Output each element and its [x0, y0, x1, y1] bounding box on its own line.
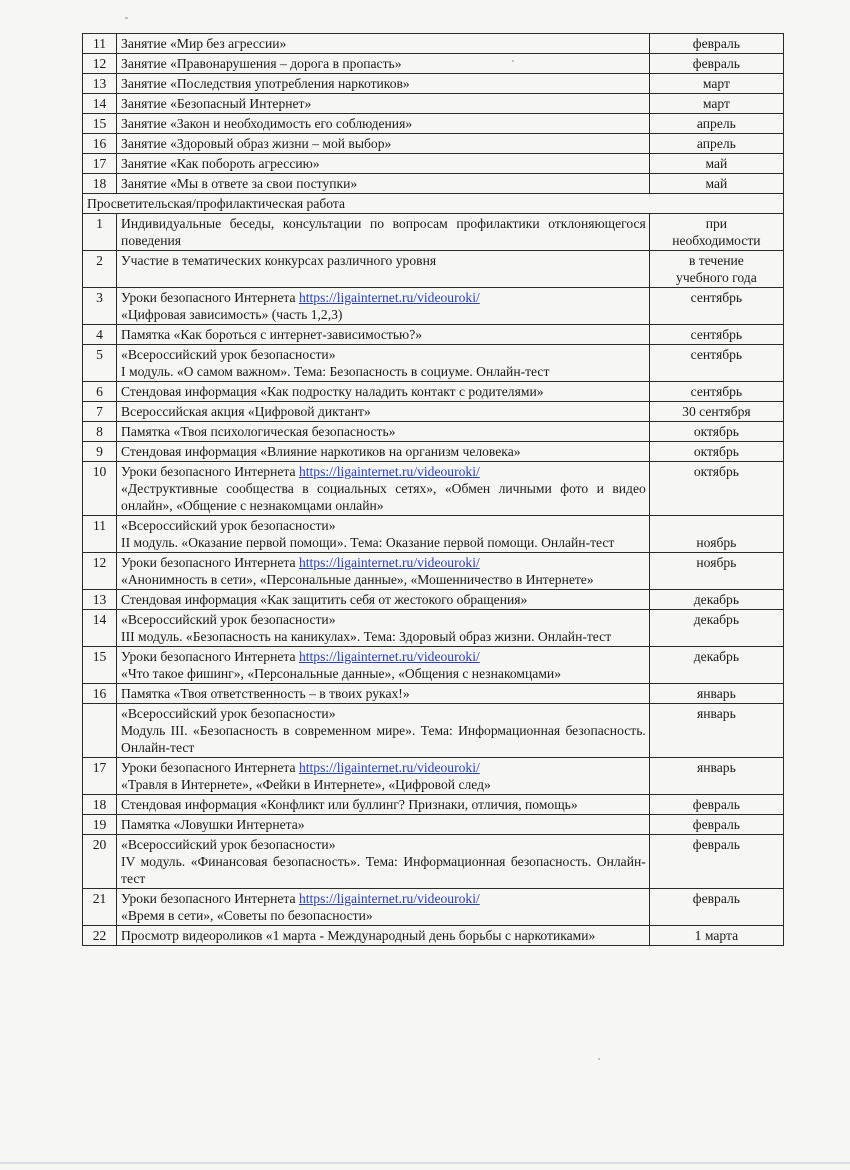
description-line: «Что такое фишинг», «Персональные данные», «Общения с незнакомцами» [121, 666, 561, 681]
table-row [83, 34, 784, 54]
description-line: II модуль. «Оказание первой помощи». Тема: Оказание первой помощи. Онлайн-тест [121, 535, 615, 550]
description-line: Индивидуальные беседы, консультации по вопросам профилактики отклоняющегося поведения [121, 216, 646, 248]
row-date [649, 422, 783, 442]
row-number: 14 [83, 610, 117, 647]
table-row [83, 288, 784, 325]
row-number: 17 [83, 154, 117, 174]
description-line: Занятие «Мы в ответе за свои поступки» [121, 176, 358, 191]
row-number: 5 [83, 345, 117, 382]
date-line: февраль [692, 797, 740, 812]
date-line: 30 сентября [682, 404, 751, 419]
table-row [83, 684, 784, 704]
description-line: Занятие «Как побороть агрессию» [121, 156, 320, 171]
table-row [83, 214, 784, 251]
row-number: 11 [83, 516, 117, 553]
resource-link[interactable]: https://ligainternet.ru/videouroki/ [298, 290, 480, 305]
date-line: сентябрь [690, 290, 743, 305]
description-prefix: Уроки безопасного Интернета [121, 760, 299, 775]
table-row [83, 94, 784, 114]
table-row [83, 926, 784, 946]
row-number: 21 [83, 889, 117, 926]
row-description [117, 815, 650, 835]
row-description [117, 647, 650, 684]
description-line: Занятие «Последствия употребления наркотиков» [121, 76, 410, 91]
date-line: учебного года [676, 270, 757, 285]
row-number: 14 [83, 94, 117, 114]
row-number: 18 [83, 795, 117, 815]
row-number: 7 [83, 402, 117, 422]
row-number: 10 [83, 462, 117, 516]
description-line: Памятка «Как бороться с интернет-зависимостью?» [121, 327, 423, 342]
date-line: сентябрь [690, 384, 743, 399]
row-date [649, 889, 783, 926]
description-line: III модуль. «Безопасность на каникулах». Тема: Здоровый образ жизни. Онлайн-тест [121, 629, 612, 644]
date-line: февраль [692, 56, 740, 71]
row-date [649, 553, 783, 590]
scan-speck [598, 1058, 600, 1060]
description-line: «Всероссийский урок безопасности» [121, 837, 336, 852]
description-line: Памятка «Твоя ответственность – в твоих руках!» [121, 686, 410, 701]
row-number: 6 [83, 382, 117, 402]
row-date [649, 926, 783, 946]
date-line: февраль [692, 36, 740, 51]
date-line: октябрь [693, 424, 739, 439]
row-date [649, 288, 783, 325]
row-number: 4 [83, 325, 117, 345]
date-line: февраль [692, 891, 740, 906]
row-description [117, 462, 650, 516]
row-date [649, 114, 783, 134]
row-date [649, 94, 783, 114]
description-line: «Всероссийский урок безопасности» [121, 347, 336, 362]
description-line: Участие в тематических конкурсах различного уровня [121, 253, 437, 268]
description-line: IV модуль. «Финансовая безопасность». Тема: Информационная безопасность. Онлайн-тест [121, 854, 646, 886]
description-line: «Травля в Интернете», «Фейки в Интернете», «Цифровой след» [121, 777, 491, 792]
row-date [649, 251, 783, 288]
table-row [83, 422, 784, 442]
row-number: 19 [83, 815, 117, 835]
row-description [117, 402, 650, 422]
table-row [83, 610, 784, 647]
description-line: Стендовая информация «Как подростку наладить контакт с родителями» [121, 384, 544, 399]
date-line: ноябрь [696, 535, 737, 550]
row-number: 16 [83, 134, 117, 154]
date-line: декабрь [693, 649, 740, 664]
date-line: январь [697, 706, 736, 721]
row-date [649, 54, 783, 74]
description-line: «Анонимность в сети», «Персональные данные», «Мошенничество в Интернете» [121, 572, 594, 587]
date-line: октябрь [693, 444, 739, 459]
table-row [83, 553, 784, 590]
row-description [117, 174, 650, 194]
description-line [121, 890, 646, 907]
row-date [649, 214, 783, 251]
date-line: необходимости [672, 233, 761, 248]
row-description [117, 758, 650, 795]
description-line: Занятие «Закон и необходимость его соблюдения» [121, 116, 413, 131]
scan-speck [125, 17, 128, 19]
row-description [117, 926, 650, 946]
row-date [649, 516, 783, 553]
row-description [117, 94, 650, 114]
date-line [652, 517, 781, 534]
description-line: Занятие «Мир без агрессии» [121, 36, 287, 51]
row-description [117, 345, 650, 382]
row-description [117, 74, 650, 94]
row-description [117, 34, 650, 54]
row-number [83, 704, 117, 758]
row-date [649, 647, 783, 684]
row-date [649, 134, 783, 154]
date-line: май [705, 176, 728, 191]
table-row [83, 647, 784, 684]
row-description [117, 516, 650, 553]
resource-link[interactable]: https://ligainternet.ru/videouroki/ [298, 555, 480, 570]
row-number: 18 [83, 174, 117, 194]
table-row [83, 795, 784, 815]
row-number: 9 [83, 442, 117, 462]
row-description [117, 54, 650, 74]
table-row [83, 325, 784, 345]
row-number: 2 [83, 251, 117, 288]
date-line: март [702, 96, 730, 111]
row-number: 20 [83, 835, 117, 889]
table-row [83, 154, 784, 174]
description-line [121, 759, 646, 776]
description-line: Просмотр видеороликов «1 марта - Международный день борьбы с наркотиками» [121, 928, 596, 943]
row-description [117, 114, 650, 134]
table-row [83, 114, 784, 134]
description-prefix: Уроки безопасного Интернета [121, 649, 299, 664]
description-prefix: Уроки безопасного Интернета [121, 891, 299, 906]
row-date [649, 325, 783, 345]
resource-link[interactable]: https://ligainternet.ru/videouroki/ [298, 649, 480, 664]
row-date [649, 610, 783, 647]
row-number: 13 [83, 590, 117, 610]
description-line [121, 648, 646, 665]
description-line: «Всероссийский урок безопасности» [121, 706, 336, 721]
table-row [83, 704, 784, 758]
table-row [83, 815, 784, 835]
events-table-body [83, 34, 784, 946]
document-page [82, 33, 784, 946]
row-number: 3 [83, 288, 117, 325]
description-line: Стендовая информация «Влияние наркотиков на организм человека» [121, 444, 521, 459]
row-date [649, 704, 783, 758]
row-description [117, 134, 650, 154]
date-line: январь [697, 760, 736, 775]
description-prefix: Уроки безопасного Интернета [121, 290, 299, 305]
row-date [649, 154, 783, 174]
row-number: 12 [83, 54, 117, 74]
description-line: «Всероссийский урок безопасности» [121, 612, 336, 627]
date-line: сентябрь [690, 327, 743, 342]
table-row [83, 889, 784, 926]
section-row [83, 194, 784, 214]
description-line: Всероссийская акция «Цифровой диктант» [121, 404, 371, 419]
row-date [649, 462, 783, 516]
table-row [83, 54, 784, 74]
row-description [117, 553, 650, 590]
row-description [117, 422, 650, 442]
resource-link[interactable]: https://ligainternet.ru/videouroki/ [298, 760, 480, 775]
table-row [83, 835, 784, 889]
row-date [649, 382, 783, 402]
description-line: Стендовая информация «Конфликт или буллинг? Признаки, отличия, помощь» [121, 797, 578, 812]
description-line: Занятие «Здоровый образ жизни – мой выбор» [121, 136, 392, 151]
row-date [649, 174, 783, 194]
row-description [117, 835, 650, 889]
row-number: 22 [83, 926, 117, 946]
date-line: сентябрь [690, 347, 743, 362]
row-date [649, 442, 783, 462]
row-description [117, 154, 650, 174]
description-line: Модуль III. «Безопасность в современном мире». Тема: Информационная безопасность. Онлайн-тест [121, 723, 646, 755]
row-date [649, 835, 783, 889]
date-line: при [705, 216, 728, 231]
row-number: 8 [83, 422, 117, 442]
row-number: 15 [83, 114, 117, 134]
resource-link[interactable]: https://ligainternet.ru/videouroki/ [298, 891, 480, 906]
row-description [117, 325, 650, 345]
description-line: Памятка «Ловушки Интернета» [121, 817, 305, 832]
date-line: декабрь [693, 612, 740, 627]
row-description [117, 214, 650, 251]
row-number: 12 [83, 553, 117, 590]
table-row [83, 345, 784, 382]
date-line: январь [697, 686, 736, 701]
row-number: 1 [83, 214, 117, 251]
date-line: февраль [692, 837, 740, 852]
row-date [649, 758, 783, 795]
table-row [83, 462, 784, 516]
table-row [83, 590, 784, 610]
date-line: апрель [696, 136, 736, 151]
row-number: 11 [83, 34, 117, 54]
table-row [83, 134, 784, 154]
table-row [83, 442, 784, 462]
description-line: «Цифровая зависимость» (часть 1,2,3) [121, 307, 343, 322]
description-line: «Всероссийский урок безопасности» [121, 518, 336, 533]
description-prefix: Уроки безопасного Интернета [121, 555, 299, 570]
date-line: март [702, 76, 730, 91]
row-date [649, 402, 783, 422]
row-description [117, 590, 650, 610]
table-row [83, 516, 784, 553]
row-description [117, 288, 650, 325]
table-row [83, 174, 784, 194]
row-description [117, 889, 650, 926]
row-date [649, 345, 783, 382]
table-row [83, 758, 784, 795]
scan-edge [0, 1162, 850, 1164]
row-number: 15 [83, 647, 117, 684]
resource-link[interactable]: https://ligainternet.ru/videouroki/ [298, 464, 480, 479]
description-line [121, 554, 646, 571]
row-description [117, 251, 650, 288]
scan-speck [512, 60, 514, 62]
row-number: 17 [83, 758, 117, 795]
row-date [649, 74, 783, 94]
table-row [83, 382, 784, 402]
row-description [117, 610, 650, 647]
description-line: Занятие «Правонарушения – дорога в пропасть» [121, 56, 402, 71]
row-date [649, 684, 783, 704]
date-line: декабрь [693, 592, 740, 607]
row-date [649, 795, 783, 815]
description-line: «Деструктивные сообщества в социальных сетях», «Обмен личными фото и видео онлайн», «Общение с незнакомцами онлайн» [121, 481, 646, 513]
description-line: I модуль. «О самом важном». Тема: Безопасность в социуме. Онлайн-тест [121, 364, 550, 379]
date-line: ноябрь [696, 555, 737, 570]
date-line: октябрь [693, 464, 739, 479]
description-line: Занятие «Безопасный Интернет» [121, 96, 312, 111]
date-line: апрель [696, 116, 736, 131]
row-description [117, 704, 650, 758]
description-line [121, 289, 646, 306]
table-row [83, 402, 784, 422]
row-date [649, 34, 783, 54]
events-table [82, 33, 784, 946]
description-line: Памятка «Твоя психологическая безопасность» [121, 424, 396, 439]
row-date [649, 590, 783, 610]
table-row [83, 251, 784, 288]
row-number: 13 [83, 74, 117, 94]
row-description [117, 442, 650, 462]
row-description [117, 795, 650, 815]
description-line [121, 463, 646, 480]
date-line: в течение [688, 253, 744, 268]
description-prefix: Уроки безопасного Интернета [121, 464, 299, 479]
description-line: «Время в сети», «Советы по безопасности» [121, 908, 373, 923]
row-description [117, 382, 650, 402]
row-description [117, 684, 650, 704]
date-line: май [705, 156, 728, 171]
description-line: Стендовая информация «Как защитить себя от жестокого обращения» [121, 592, 528, 607]
date-line: февраль [692, 817, 740, 832]
date-line: 1 марта [694, 928, 739, 943]
row-date [649, 815, 783, 835]
row-number: 16 [83, 684, 117, 704]
table-row [83, 74, 784, 94]
section-title: Просветительская/профилактическая работа [83, 194, 784, 214]
